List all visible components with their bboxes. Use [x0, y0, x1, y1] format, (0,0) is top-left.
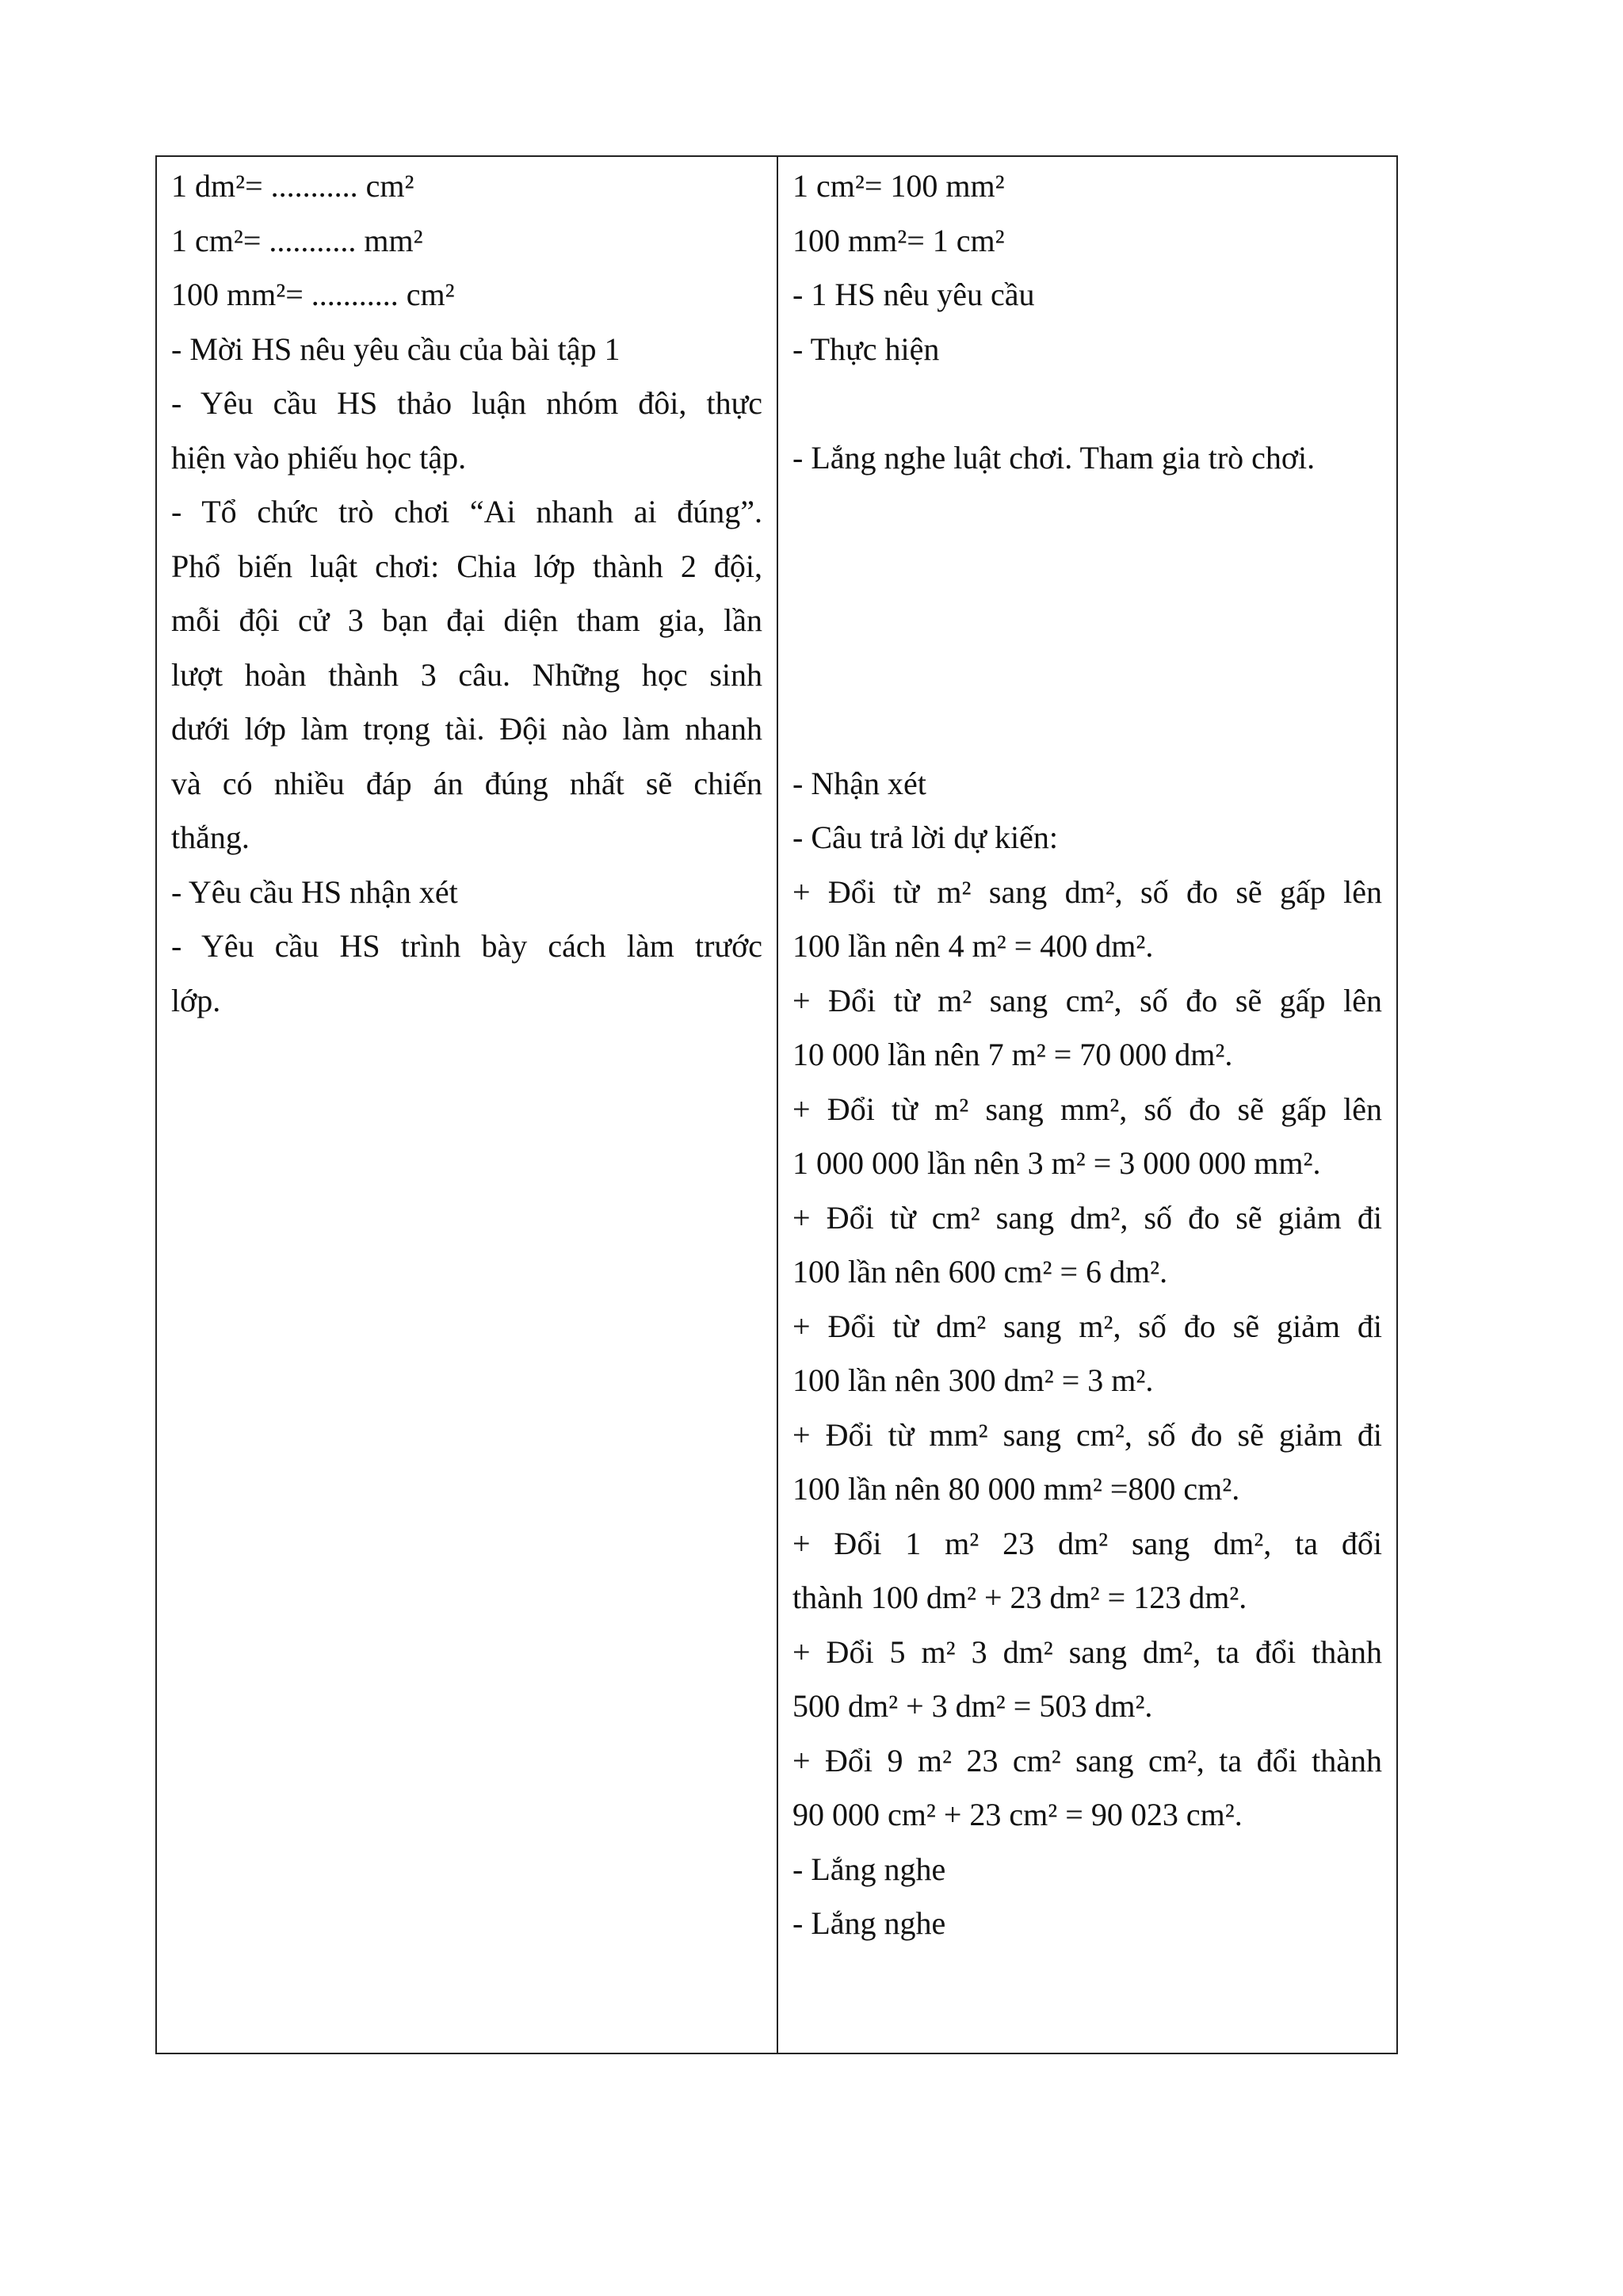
text-line: thắng.: [171, 819, 250, 855]
text-line: 100 lần nên 80 000 mm² =800 cm².: [792, 1471, 1240, 1507]
text-line: 1 dm²= ........... cm²: [171, 168, 414, 204]
text-line: + Đổi 1 m² 23 dm² sang dm², ta đổi: [792, 1525, 1382, 1561]
text-line: + Đổi 5 m² 3 dm² sang dm², ta đổi thành: [792, 1633, 1382, 1670]
text-line: 1 000 000 lần nên 3 m² = 3 000 000 mm².: [792, 1145, 1321, 1181]
lesson-table: [155, 155, 1398, 2054]
text-line: + Đổi từ m² sang dm², số đo sẽ gấp lên: [792, 873, 1382, 910]
text-line: - Tổ chức trò chơi “Ai nhanh ai đúng”.: [171, 494, 762, 529]
text-line: - Thực hiện: [792, 330, 940, 367]
text-line: - Lắng nghe luật chơi. Tham gia trò chơi.: [792, 439, 1316, 476]
text-line: - 1 HS nêu yêu cầu: [792, 277, 1035, 312]
text-line: lớp.: [171, 982, 221, 1018]
blank-line: [792, 376, 1382, 431]
text-line: + Đổi từ cm² sang dm², số đo sẽ giảm đi: [792, 1199, 1382, 1236]
text-line: - Yêu cầu HS thảo luận nhóm đôi, thực: [171, 385, 762, 421]
text-line: 100 mm²= ........... cm²: [171, 277, 455, 312]
text-line: + Đổi từ mm² sang cm², số đo sẽ giảm đi: [792, 1416, 1382, 1453]
text-line: hiện vào phiếu học tập.: [171, 439, 467, 476]
text-line: - Lắng nghe: [792, 1851, 946, 1887]
blank-line: [792, 702, 1382, 757]
text-line: Phổ biến luật chơi: Chia lớp thành 2 đội,: [171, 548, 762, 584]
blank-line: [792, 485, 1382, 540]
blank-line: [792, 648, 1382, 703]
blank-line: [792, 594, 1382, 648]
text-line: 100 mm²= 1 cm²: [792, 222, 1005, 258]
text-line: + Đổi từ m² sang cm², số đo sẽ gấp lên: [792, 982, 1382, 1018]
text-line: + Đổi 9 m² 23 cm² sang cm², ta đổi thành: [792, 1742, 1382, 1778]
text-line: 1 cm²= 100 mm²: [792, 168, 1005, 204]
text-line: - Nhận xét: [792, 765, 926, 801]
student-activities-column: [778, 157, 1396, 2053]
text-line: - Yêu cầu HS trình bày cách làm trước: [171, 928, 762, 964]
text-line: mỗi đội cử 3 bạn đại diện tham gia, lần: [171, 602, 762, 638]
text-line: thành 100 dm² + 23 dm² = 123 dm².: [792, 1580, 1247, 1615]
text-line: dưới lớp làm trọng tài. Đội nào làm nhanh: [171, 711, 762, 747]
text-line: 100 lần nên 600 cm² = 6 dm².: [792, 1254, 1168, 1289]
text-line: - Câu trả lời dự kiến:: [792, 819, 1058, 855]
text-line: + Đổi từ dm² sang m², số đo sẽ giảm đi: [792, 1308, 1382, 1344]
text-line: 90 000 cm² + 23 cm² = 90 023 cm².: [792, 1797, 1243, 1832]
text-line: 1 cm²= ........... mm²: [171, 222, 423, 258]
blank-line: [792, 540, 1382, 594]
text-line: - Yêu cầu HS nhận xét: [171, 873, 458, 910]
text-line: + Đổi từ m² sang mm², số đo sẽ gấp lên: [792, 1091, 1382, 1127]
teacher-activities-column: [157, 157, 778, 2053]
text-line: lượt hoàn thành 3 câu. Những học sinh: [171, 656, 762, 693]
text-line: 10 000 lần nên 7 m² = 70 000 dm².: [792, 1037, 1233, 1072]
text-line: và có nhiều đáp án đúng nhất sẽ chiến: [171, 765, 762, 801]
text-line: 100 lần nên 4 m² = 400 dm².: [792, 928, 1154, 964]
text-line: 100 lần nên 300 dm² = 3 m².: [792, 1362, 1154, 1398]
text-line: - Mời HS nêu yêu cầu của bài tập 1: [171, 330, 621, 367]
text-line: 500 dm² + 3 dm² = 503 dm².: [792, 1688, 1153, 1724]
text-line: - Lắng nghe: [792, 1905, 946, 1941]
